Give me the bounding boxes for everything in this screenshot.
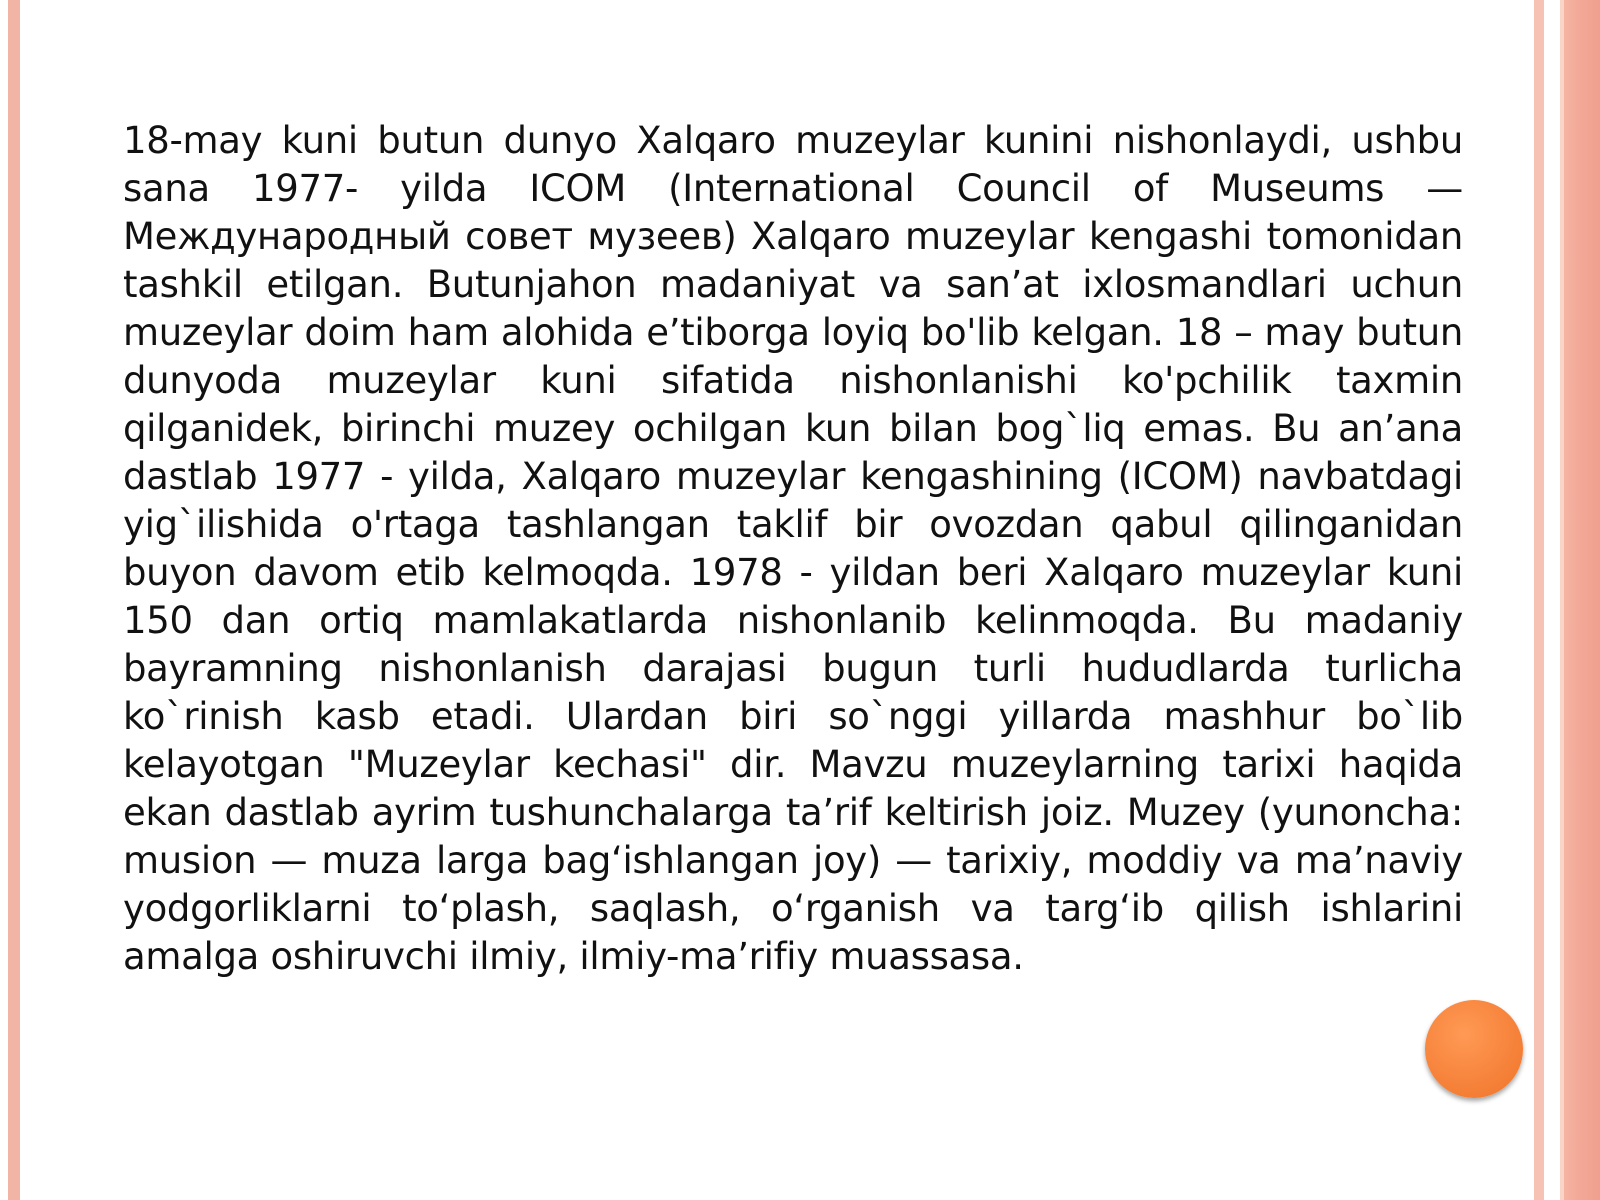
orange-circle-decoration [1425,1000,1523,1098]
left-border-stripe [8,0,20,1200]
right-border-thin-stripe [1534,0,1544,1200]
right-border-wide-stripe [1560,0,1600,1200]
right-border-decoration [1534,0,1600,1200]
slide-body-text: 18-may kuni butun dunyo Xalqaro muzeylar kunini nishonlaydi, ushbu sana 1977- yilda ICOM (International Council of Museums — Международный совет музеев) Xalqaro muzeylar kengashi tomonidan tashkil etilgan. Butunjahon madaniyat va san’at ixlosmandlari uchun muzeylar doim ham alohida e’tiborga loyiq bo'lib kelgan. 18 – may butun dunyoda muzeylar kuni sifatida nishonlanishi ko'pchilik taxmin qilganidek, birinchi muzey ochilgan kun bilan bog`liq emas. Bu an’ana dastlab 1977 - yilda, Xalqaro muzeylar kengashining (ICOM) navbatdagi yig`ilishida o'rtaga tashlangan taklif bir ovozdan qabul qilinganidan buyon davom etib kelmoqda. 1978 - yildan beri Xalqaro muzeylar kuni 150 dan ortiq mamlakatlarda nishonlanib kelinmoqda. Bu madaniy bayramning nishonlanish darajasi bugun turli hududlarda turlicha ko`rinish kasb etadi. Ulardan biri so`nggi yillarda mashhur bo`lib kelayotgan "Muzeylar kechasi" dir. Mavzu muzeylarning tarixi haqida ekan dastlab ayrim tushunchalarga ta’rif keltirish joiz. Muzey (yunoncha: musion — muza larga bag‘ishlangan joy) — tarixiy, moddiy va ma’naviy yodgorliklarni to‘plash, saqlash, o‘rganish va targ‘ib qilish ishlarini amalga oshiruvchi ilmiy, ilmiy-ma’rifiy muassasa. [123,119,1463,978]
